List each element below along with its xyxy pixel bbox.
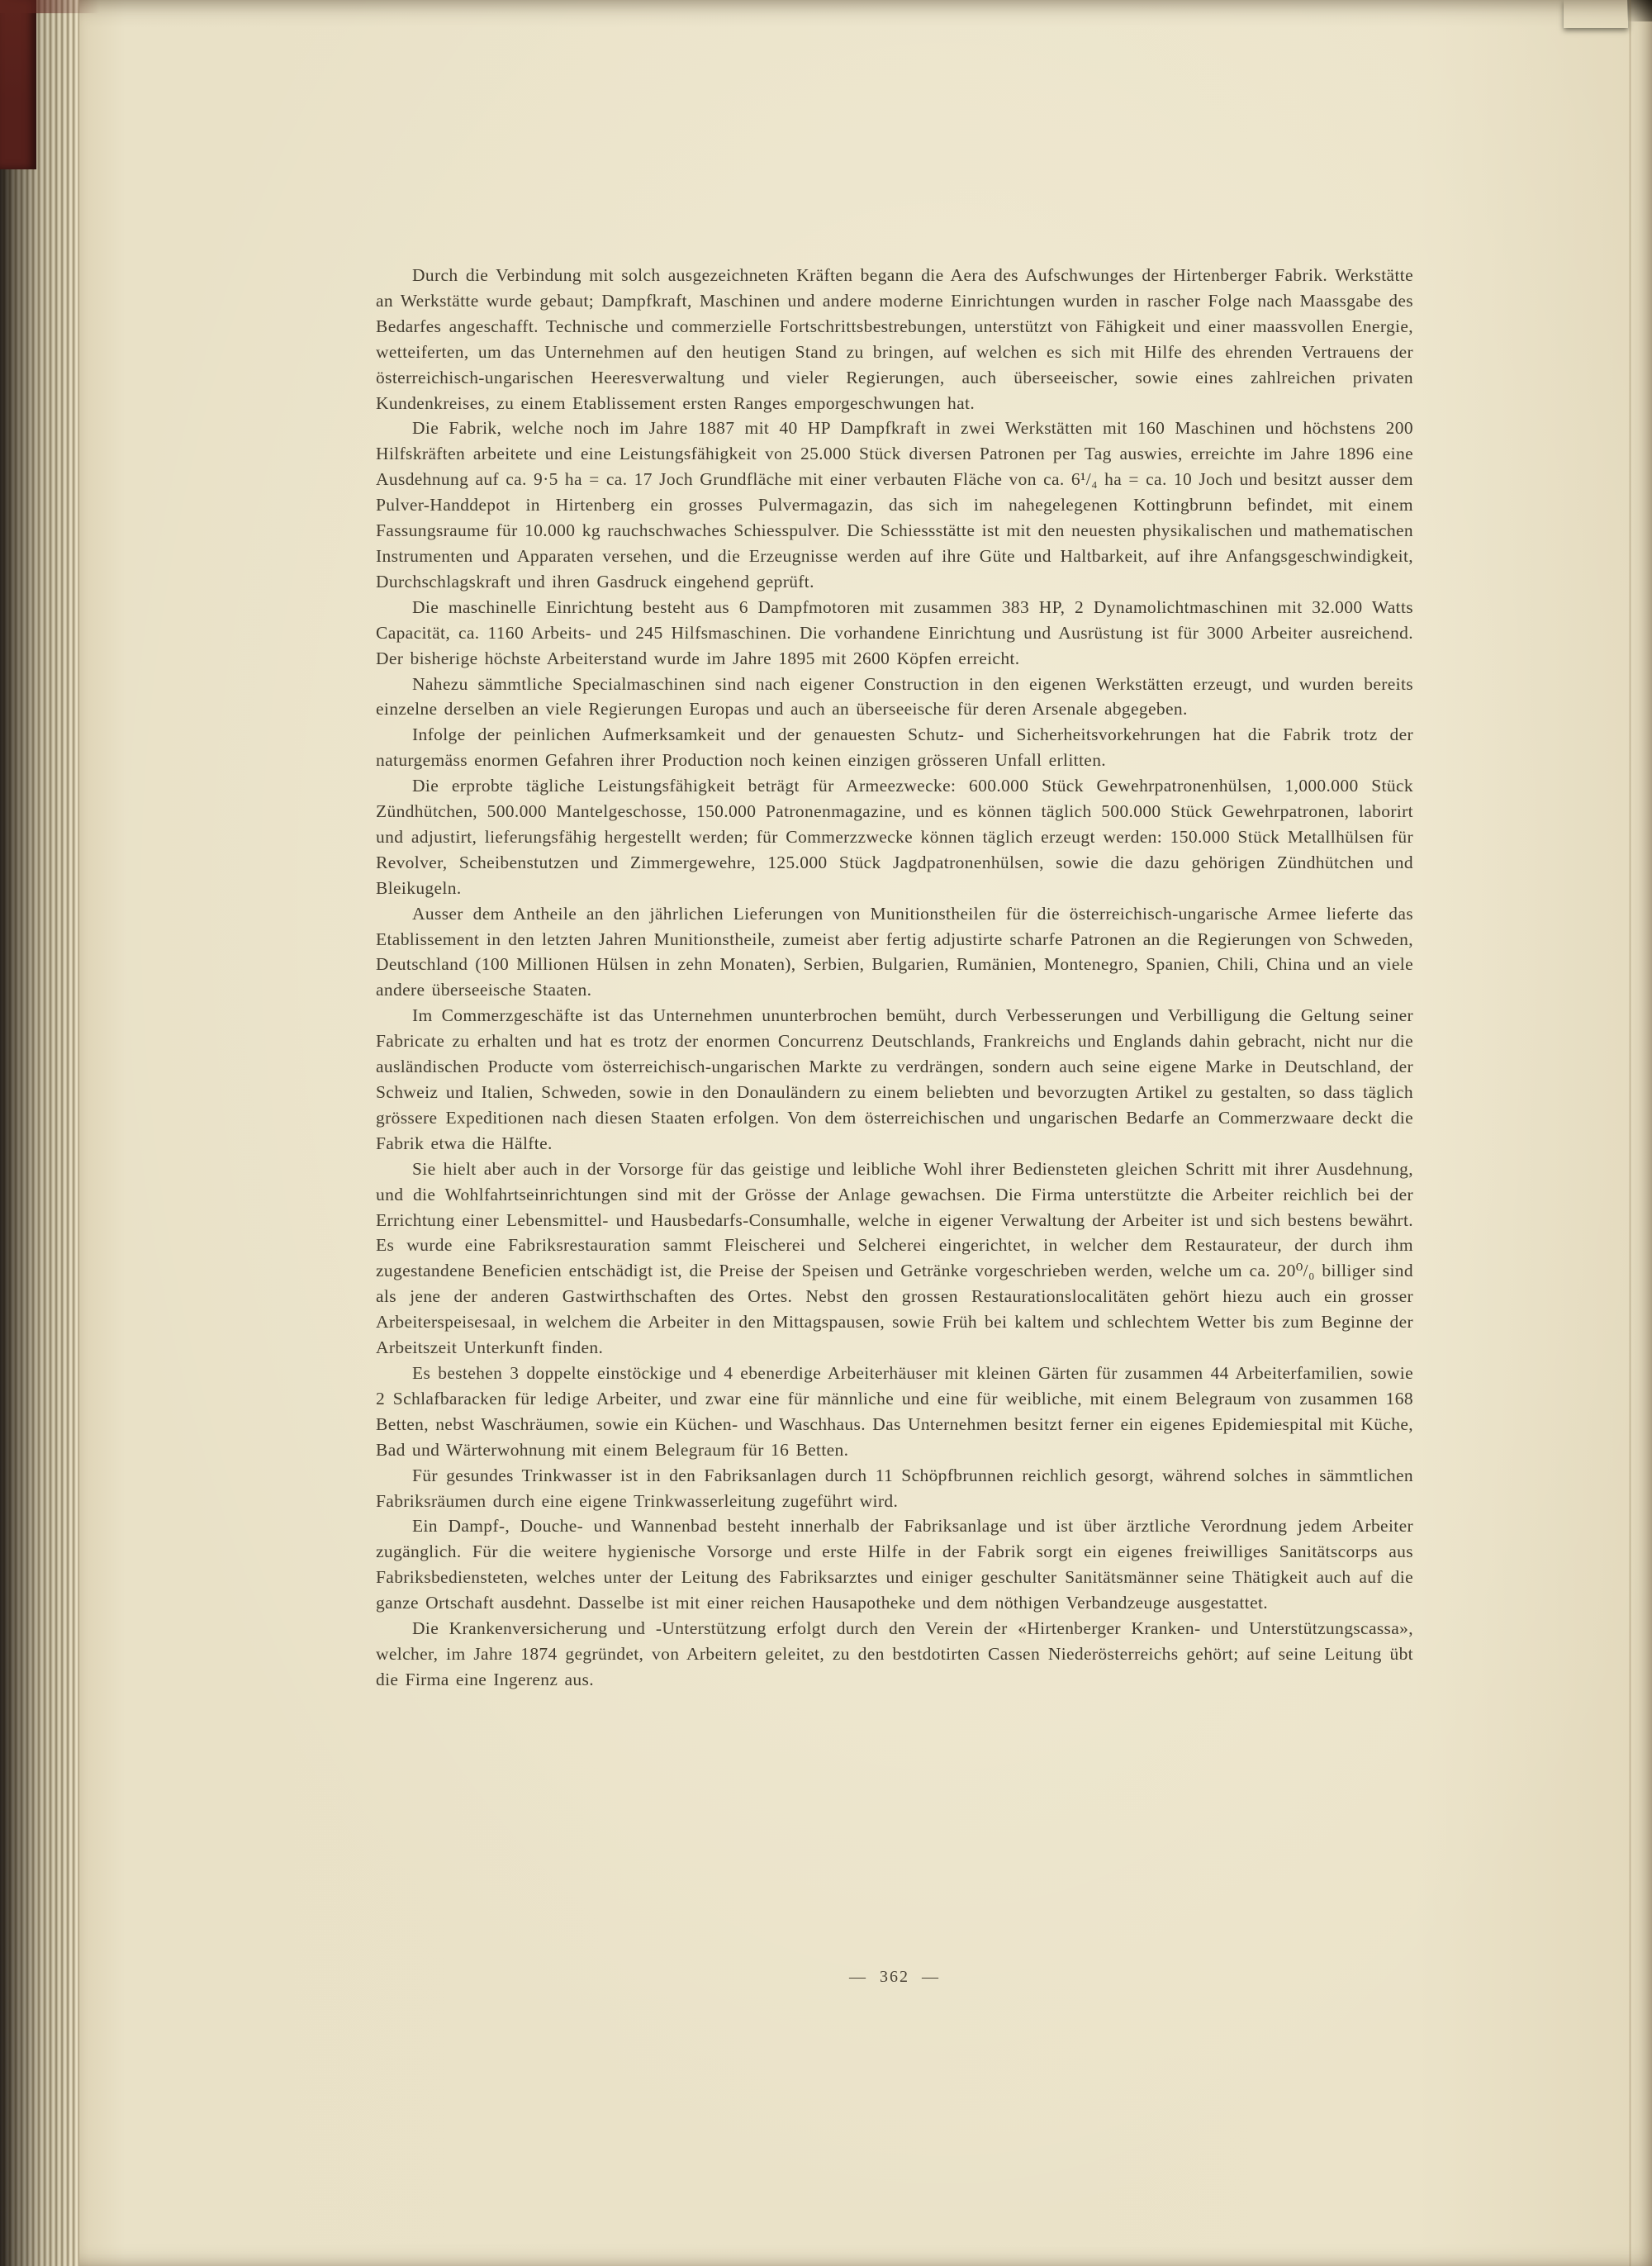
stacked-page-edges xyxy=(0,0,79,2266)
paragraph: Durch die Verbindung mit solch ausgezeichneten Kräften begann die Aera des Aufschwunges der Hirtenberger Fabrik. Werkstätte an Werkstätte wurde gebaut; Dampfkraft, Maschinen und andere moderne Einrichtungen wurden in rascher Folge nach Maassgabe des Bedarfes angeschafft. Technische und commerzielle Fortschrittsbestrebungen, unterstützt von Fähigkeit und einer maassvollen Energie, wetteiferten, um das Unternehmen auf den heutigen Stand zu bringen, auf welchen es sich mit Hilfe des ehrenden Vertrauens der österreichisch-ungarischen Heeresverwaltung und vieler Regierungen, auch überseeischer, sowie eines zahlreichen privaten Kundenkreises, zu einem Etablissement ersten Ranges emporgeschwungen hat. xyxy=(376,265,1413,413)
paragraph: Ausser dem Antheile an den jährlichen Lieferungen von Munitionstheilen für die österreichisch-ungarische Armee lieferte das Etablissement in den letzten Jahren Munitionstheile, zumeist aber fertig adjustirte scharfe Patronen an die Regierungen von Schweden, Deutschland (100 Millionen Hülsen in zehn Monaten), Serbien, Bulgarien, Rumänien, Montenegro, Spanien, Chili, China und an viele andere überseeische Staaten. xyxy=(376,903,1413,1000)
binding-cloth-green xyxy=(1564,0,1628,28)
page-edge-crease xyxy=(1629,0,1631,2266)
paragraph: Die maschinelle Einrichtung besteht aus 6 Dampfmotoren mit zusammen 383 HP, 2 Dynamolichtmaschinen mit 32.000 Watts Capacität, ca. 1160 Arbeits- und 245 Hilfsmaschinen. Die vorhandene Einrichtung und Ausrüstung ist für 3000 Arbeiter ausreichend. Der bisherige höchste Arbeiterstand wurde im Jahre 1895 mit 2600 Köpfen erreicht. xyxy=(376,596,1413,668)
paragraph: Für gesundes Trinkwasser ist in den Fabriksanlagen durch 11 Schöpfbrunnen reichlich gesorgt, während solches in sämmtlichen Fabriksräumen durch eine eigene Trinkwasserleitung zugeführt wird. xyxy=(376,1465,1413,1511)
paragraph: Die erprobte tägliche Leistungsfähigkeit beträgt für Armeezwecke: 600.000 Stück Gewehrpatronenhülsen, 1,000.000 Stück Zündhütchen, 500.000 Mantelgeschosse, 150.000 Patronenmagazine, und es können täglich 500.000 Stück Gewehrpatronen, laborirt und adjustirt, lieferungsfähig hergestellt werden; für Commerzzwecke können täglich erzeugt werden: 150.000 Stück Metallhülsen für Revolver, Scheibenstutzen und Zimmergewehre, 125.000 Stück Jagdpatronenhülsen, sowie die dazu gehörigen Zündhütchen und Bleikugeln. xyxy=(376,776,1413,898)
paragraph: Die Krankenversicherung und -Unterstützung erfolgt durch den Verein der «Hirtenberger Kranken- und Unterstützungscassa», welcher, im Jahre 1874 gegründet, von Arbeitern geleitet, zu den bestdotirten Cassen Niederösterreichs gehört; auf seine Leitung übt die Firma eine Ingerenz aus. xyxy=(376,1618,1413,1689)
paragraph: Es bestehen 3 doppelte einstöckige und 4 ebenerdige Arbeiterhäuser mit kleinen Gärten für zusammen 44 Arbeiterfamilien, sowie 2 Schlafbaracken für ledige Arbeiter, und zwar eine für männliche und eine für weibliche, mit einem Belegraum von zusammen 168 Betten, nebst Waschräumen, sowie ein Küchen- und Waschhaus. Das Unternehmen besitzt ferner ein eigenes Epidemiespital mit Küche, Bad und Wärterwohnung mit einem Belegraum für 16 Betten. xyxy=(376,1362,1413,1460)
binding-board-maroon xyxy=(0,0,36,169)
paragraph: Ein Dampf-, Douche- und Wannenbad besteht innerhalb der Fabriksanlage und ist über ärztliche Verordnung jedem Arbeiter zugänglich. Für die weitere hygienische Vorsorge und erste Hilfe in der Fabrik sorgt ein eigenes freiwilliges Sanitätscorps aus Fabriksbediensteten, welches unter der Leitung des Fabriksarztes und einiger geschulter Sanitätsmänner seine Thätigkeit auch auf die ganze Ortschaft ausdehnt. Dasselbe ist mit einer reichen Hausapotheke und dem nöthigen Verbandzeuge ausgestattet. xyxy=(376,1516,1413,1613)
body-text xyxy=(376,263,1413,1693)
paragraph: Infolge der peinlichen Aufmerksamkeit und der genauesten Schutz- und Sicherheitsvorkehrungen hat die Fabrik trotz der naturgemäss enormen Gefahren ihrer Production noch keinen einzigen grösseren Unfall erlitten. xyxy=(376,724,1413,771)
paragraph: Sie hielt aber auch in der Vorsorge für das geistige und leibliche Wohl ihrer Bediensteten gleichen Schritt mit ihrer Ausdehnung, und die Wohlfahrtseinrichtungen sind mit der Grösse der Anlage gewachsen. Die Firma unterstützte die Arbeiter reichlich bei der Errichtung einer Lebensmittel- und Hausbedarfs-Consumhalle, welche in eigener Verwaltung der Arbeiter ist und sich bestens bewährt. Es wurde eine Fabriksrestauration sammt Fleischerei und Selcherei eingerichtet, in welcher dem Restaurateur, der durch ihm zugestandene Beneficien entschädigt ist, die Preise der Speisen und Getränke vorgeschrieben werden, welche um ca. 20⁰/₀ billiger sind als jene der anderen Gastwirthschaften des Ortes. Nebst den grossen Restaurationslocalitäten gehört hiezu auch ein grosser Arbeiterspeisesaal, in welchem die Arbeiter in den Mittagspausen, sowie Früh bei kaltem und schlechtem Wetter bis zum Beginne der Arbeitszeit Unterkunft finden. xyxy=(376,1158,1413,1358)
paragraph: Die Fabrik, welche noch im Jahre 1887 mit 40 HP Dampfkraft in zwei Werkstätten mit 160 Maschinen und höchstens 200 Hilfskräften arbeitete und eine Leistungsfähigkeit von 25.000 Stück diversen Patronen per Tag auswies, erreichte im Jahre 1896 eine Ausdehnung auf ca. 9·5 ha = ca. 17 Joch Grundfläche mit einer verbauten Fläche von ca. 6¹/₄ ha = ca. 10 Joch und besitzt ausser dem Pulver-Handdepot in Hirtenberg ein grosses Pulvermagazin, das sich im nahegelegenen Kottingbrunn befindet, mit einem Fassungsraume für 10.000 kg rauchschwaches Schiesspulver. Die Schiessstätte ist mit den neuesten physikalischen und mathematischen Instrumenten und Apparaten versehen, und die Erzeugnisse werden auf ihre Güte und Haltbarkeit, auf ihre Anfangsgeschwindigkeit, Durchschlagskraft und ihren Gasdruck eingehend geprüft. xyxy=(376,418,1413,591)
binding-board-maroon-top xyxy=(0,0,99,13)
page-number: — 362 — xyxy=(849,1968,940,1986)
paragraph: Im Commerzgeschäfte ist das Unternehmen ununterbrochen bemüht, durch Verbesserungen und Verbilligung die Geltung seiner Fabricate zu erhalten und hat es trotz der enormen Concurrenz Deutschlands, Frankreichs und Englands dahin gebracht, nicht nur die ausländischen Producte vom österreichisch-ungarischen Markte zu verdrängen, sondern auch seine eigene Marke in Deutschland, der Schweiz und Italien, Schweden, sowie in den Donauländern zu einem beliebten und bevorzugten Artikel zu gestalten, so dass täglich grössere Expeditionen nach diesen Staaten erfolgen. Von dem österreichischen und ungarischen Bedarfe an Commerzwaare deckt die Fabrik etwa die Hälfte. xyxy=(376,1005,1413,1153)
paragraph: Nahezu sämmtliche Specialmaschinen sind nach eigener Construction in den eigenen Werkstätten erzeugt, und wurden bereits einzelne derselben an viele Regierungen Europas und auch an überseeische für deren Arsenale abgegeben. xyxy=(376,673,1413,720)
